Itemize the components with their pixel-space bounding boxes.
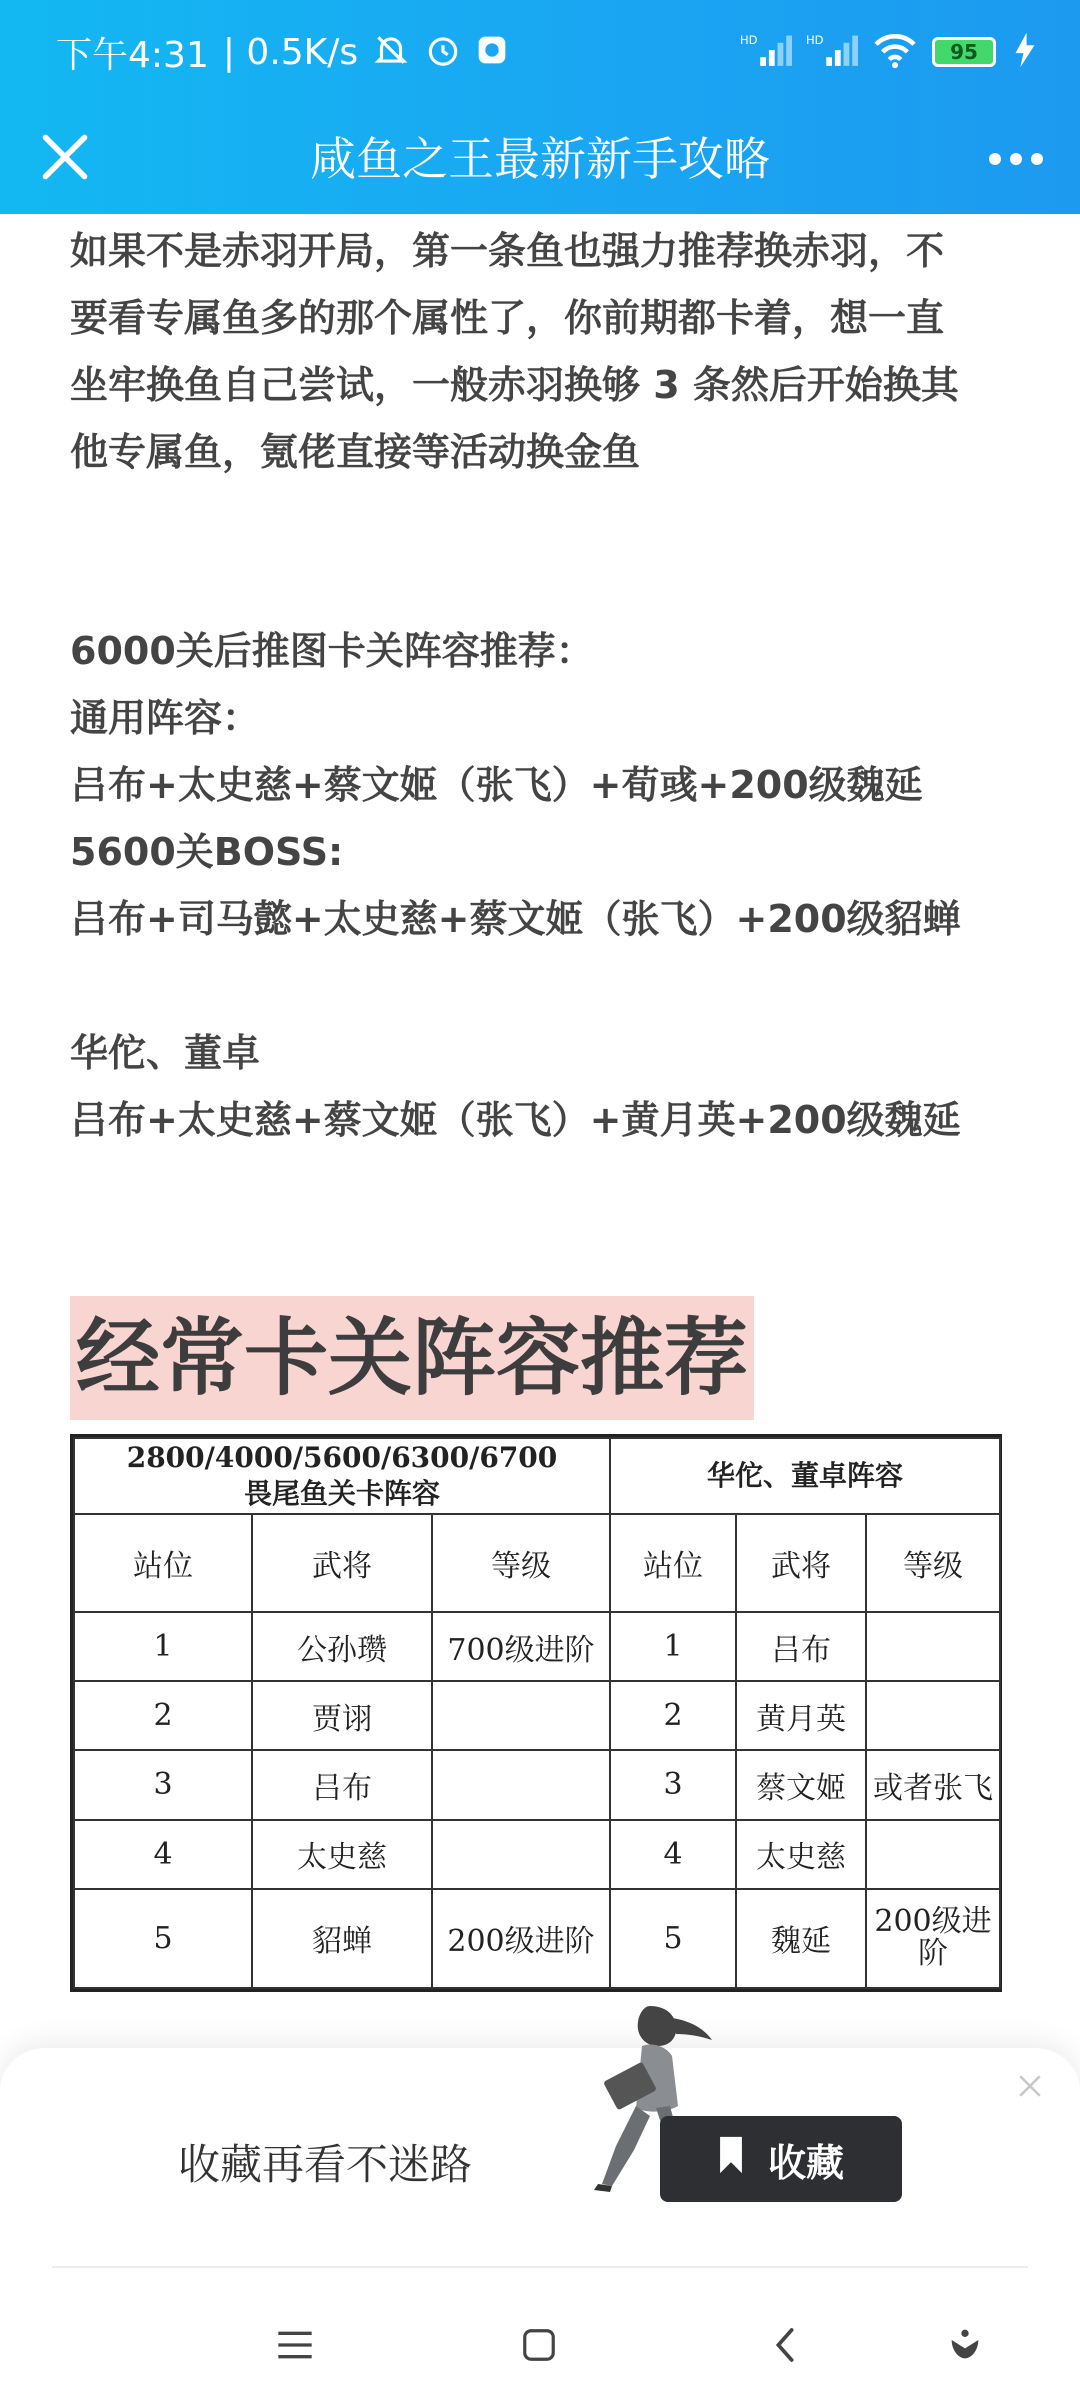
- table-cell: 吕布: [736, 1612, 866, 1681]
- table-row: [74, 1889, 1000, 1988]
- charging-icon: [1010, 31, 1040, 73]
- table-cell: 4: [74, 1820, 252, 1889]
- divider: [52, 2266, 1028, 2268]
- table-cell: 700级进阶: [432, 1612, 610, 1681]
- table-cell: 吕布: [252, 1750, 432, 1819]
- collect-button-label: 收藏: [767, 2140, 844, 2185]
- more-icon[interactable]: [976, 124, 1056, 194]
- text-line: 吕布+太史慈+蔡文姬（张飞）+黄月英+200级魏延: [70, 1098, 961, 1142]
- app-bar: [0, 104, 1080, 214]
- table-cell: [866, 1612, 1000, 1681]
- hd-signal-icon: [740, 31, 792, 73]
- system-nav-bar: [0, 2290, 1080, 2400]
- collect-prompt: 收藏再看不迷路: [178, 2140, 473, 2189]
- table-header: 武将: [252, 1514, 432, 1612]
- table-cell: 蔡文姬: [736, 1750, 866, 1819]
- battery-icon: 95: [932, 37, 996, 67]
- table-cell: 黄月英: [736, 1681, 866, 1750]
- home-icon[interactable]: [504, 2310, 574, 2380]
- hd-signal-icon-2: [806, 31, 858, 73]
- table-row: [74, 1612, 1000, 1681]
- table-cell: [432, 1820, 610, 1889]
- text-line: 如果不是赤羽开局，第一条鱼也强力推荐换赤羽，不: [70, 229, 945, 273]
- table-cell: 200级进阶: [432, 1889, 610, 1988]
- table-left-title: 2800/4000/5600/6300/6700 畏尾鱼关卡阵容: [74, 1438, 610, 1514]
- table-cell: 1: [74, 1612, 252, 1681]
- table-cell: 2: [610, 1681, 736, 1750]
- text-line: 5600关BOSS:: [70, 830, 344, 874]
- close-icon[interactable]: [1010, 2066, 1050, 2106]
- table-cell: [866, 1820, 1000, 1889]
- bookmark-icon: [718, 2135, 744, 2184]
- table-cell: 1: [610, 1612, 736, 1681]
- mute-bell-icon: [372, 31, 410, 73]
- table-cell: 太史慈: [736, 1820, 866, 1889]
- table-row: [74, 1750, 1000, 1819]
- table-cell: 公孙瓒: [252, 1612, 432, 1681]
- section-heading: 经常卡关阵容推荐: [70, 1296, 754, 1420]
- text-line: 华佗、董卓: [70, 1031, 261, 1075]
- table-right-title: 华佗、董卓阵容: [610, 1438, 1000, 1514]
- text-line: 坐牢换鱼自己尝试，一般赤羽换够 3 条然后开始换其: [70, 363, 959, 407]
- text-line: 吕布+太史慈+蔡文姬（张飞）+荀彧+200级魏延: [70, 763, 923, 807]
- table-cell: 5: [74, 1889, 252, 1988]
- table-cell: 或者张飞: [866, 1750, 1000, 1819]
- page-title: 咸鱼之王最新新手攻略: [310, 132, 770, 186]
- table-cell: 3: [74, 1750, 252, 1819]
- text-line: 他专属鱼，氪佬直接等活动换金鱼: [70, 430, 641, 474]
- table-header: 等级: [866, 1514, 1000, 1612]
- boss-lineup-section: [70, 1020, 1010, 1154]
- table-cell: 200级进阶: [866, 1889, 1000, 1988]
- table-cell: 2: [74, 1681, 252, 1750]
- status-network-speed: | 0.5K/s: [222, 31, 359, 73]
- table-cell: [432, 1681, 610, 1750]
- intro-paragraph: [70, 218, 1010, 486]
- text-line: 要看专属鱼多的那个属性了，你前期都卡着，想一直: [70, 296, 945, 340]
- text-line: 通用阵容：: [70, 696, 261, 740]
- assistant-icon[interactable]: [930, 2310, 1000, 2380]
- table-cell: 4: [610, 1820, 736, 1889]
- table-header: 站位: [74, 1514, 252, 1612]
- app-notification-icon: [476, 34, 508, 70]
- back-icon[interactable]: [750, 2310, 820, 2380]
- table-cell: 贾诩: [252, 1681, 432, 1750]
- table-cell: 5: [610, 1889, 736, 1988]
- svg-text:HD: HD: [740, 33, 758, 48]
- status-bar: [0, 0, 1080, 104]
- table-row: [74, 1820, 1000, 1889]
- table-row: [74, 1681, 1000, 1750]
- table-cell: 魏延: [736, 1889, 866, 1988]
- text-line: 6000关后推图卡关阵容推荐：: [70, 629, 594, 673]
- lineup-table: [70, 1434, 1002, 1992]
- collect-button[interactable]: [660, 2116, 902, 2202]
- table-cell: [866, 1681, 1000, 1750]
- table-cell: 太史慈: [252, 1820, 432, 1889]
- lineup-section: [70, 618, 1010, 953]
- table-header: 等级: [432, 1514, 610, 1612]
- table-cell: [432, 1750, 610, 1819]
- status-time: 下午4:31: [56, 34, 209, 76]
- menu-icon[interactable]: [260, 2310, 330, 2380]
- top-bar: [0, 0, 1080, 214]
- svg-text:HD: HD: [806, 33, 824, 48]
- table-header-row: [74, 1514, 1000, 1612]
- table-cell: 貂蝉: [252, 1889, 432, 1988]
- table-cell: 3: [610, 1750, 736, 1819]
- alarm-icon: [424, 31, 462, 73]
- wifi-icon: [872, 31, 918, 73]
- table-header: 站位: [610, 1514, 736, 1612]
- table-header: 武将: [736, 1514, 866, 1612]
- text-line: 吕布+司马懿+太史慈+蔡文姬（张飞）+200级貂蝉: [70, 897, 961, 941]
